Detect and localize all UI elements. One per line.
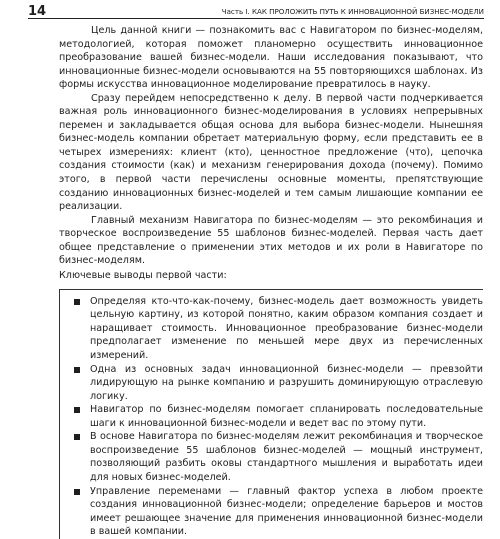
key-points-list: [74, 295, 483, 539]
key-points-box: [59, 289, 483, 539]
text-line: измерений.: [90, 350, 149, 362]
text-line: идеи для новых бизнес-моделей.: [90, 458, 483, 483]
text-line: в четырех измерениях: клиент (кто), ценностное предложение (что), цепочка: [59, 133, 483, 158]
text-line: преобразование вашей бизнес-модели. Наши исследования показывают, что: [59, 52, 483, 64]
key-point: [74, 403, 483, 430]
key-point: [74, 363, 483, 404]
text-line: важная роль инновационного бизнес-моделирования в условиях непрерывных: [59, 106, 483, 118]
text-line: перемен и закладывается общая основа для выбора бизнес-модели. Нынешняя: [59, 119, 483, 131]
text-line: и творческое воспроизведение 55 шаблонов бизнес-моделей. Первая часть: [59, 214, 483, 240]
text-line: имеет решающее значение для применения инновационной бизнес-модели в вашей компании.: [90, 512, 483, 538]
paragraph: [59, 214, 483, 268]
square-bullet-icon: [74, 489, 80, 495]
text-line: Цель данной книги — познакомить вас с Навигатором по бизнес-моделям,: [91, 25, 483, 36]
text-line: цельную картину, из которой понятно, каким образом компания создает: [90, 309, 473, 321]
page-number: 14: [28, 4, 47, 19]
text-line: методологией, которая поможет планомерно осуществить инновационное: [59, 38, 483, 50]
text-line: дает общее представление о применении этих методов и их роли в Навигаторе: [59, 228, 483, 253]
page-header: [28, 5, 484, 19]
text-line: шаги к инновационной бизнес-модели и ведет вас по этому пути.: [90, 417, 427, 429]
key-point: [74, 295, 483, 363]
text-line: Навигатор по бизнес-моделям помогает спланировать последовательные: [90, 404, 483, 416]
text-line: в первой части перечислены основные моменты, препятствующие: [99, 174, 483, 186]
text-line: созданию инновационных бизнес-моделей и тем самым лишающие компании: [59, 187, 467, 199]
text-line: по бизнес-моделям.: [59, 241, 483, 267]
text-line: Определяя кто-что-как-почему, бизнес-модель дает возможность увидеть: [90, 295, 483, 307]
text-line: и наращивает стоимость. Инновационное преобразование бизнес-модели: [90, 309, 483, 334]
text-line: Главный механизм Навигатора по бизнес-моделям — это рекомбинация: [91, 214, 472, 226]
text-line: Одна из основных задач инновационной бизнес-модели — превзойти: [90, 363, 483, 375]
paragraph: [59, 92, 483, 214]
square-bullet-icon: [74, 434, 80, 440]
square-bullet-icon: [74, 407, 80, 413]
square-bullet-icon: [74, 367, 80, 373]
running-head: Часть I. КАК ПРОЛОЖИТЬ ПУТЬ К ИННОВАЦИОННОЙ БИЗНЕС-МОДЕЛИ: [221, 7, 484, 16]
text-line: создания стоимости (как) и механизм генерирования дохода (почему). Помимо этого,: [59, 160, 483, 186]
body-text: [59, 24, 483, 268]
page-body: [59, 24, 483, 539]
paragraph: [59, 24, 483, 92]
text-line: ее реализации.: [59, 187, 483, 213]
text-line: Сразу перейдем непосредственно к делу. В первой части подчеркивается: [91, 92, 483, 104]
text-line: бизнес-модель компании обретает материальную форму, если представить ее: [59, 133, 473, 145]
text-line: Управление переменами — главный фактор успеха в любом проекте создания инновационной бизнес-модели; определение барьеров и мостов: [90, 485, 483, 511]
text-line: лидирующую на рынке компанию и разрушить доминирующую отраслевую логику.: [90, 377, 483, 402]
key-point: [74, 485, 483, 539]
text-line: Из формы искусства инновационное моделирование превратилось в науку.: [59, 65, 483, 91]
header-rule: [28, 18, 484, 19]
text-line: В основе Навигатора по бизнес-моделям лежит рекомбинация и творческое: [90, 431, 483, 443]
text-line: воспроизведение 55 шаблонов бизнес-моделей — мощный инструмент, позволяющий разбить оковы стандартного мышления и выработать: [90, 444, 483, 470]
text-line: инновационные бизнес-модели основываются на 55 повторяющихся шаблонах.: [59, 65, 468, 77]
summary-heading: Ключевые выводы первой части:: [59, 269, 227, 281]
text-line: предполагает изменение по меньшей мере двух из перечисленных: [90, 336, 483, 348]
square-bullet-icon: [74, 299, 80, 305]
key-point: [74, 430, 483, 484]
